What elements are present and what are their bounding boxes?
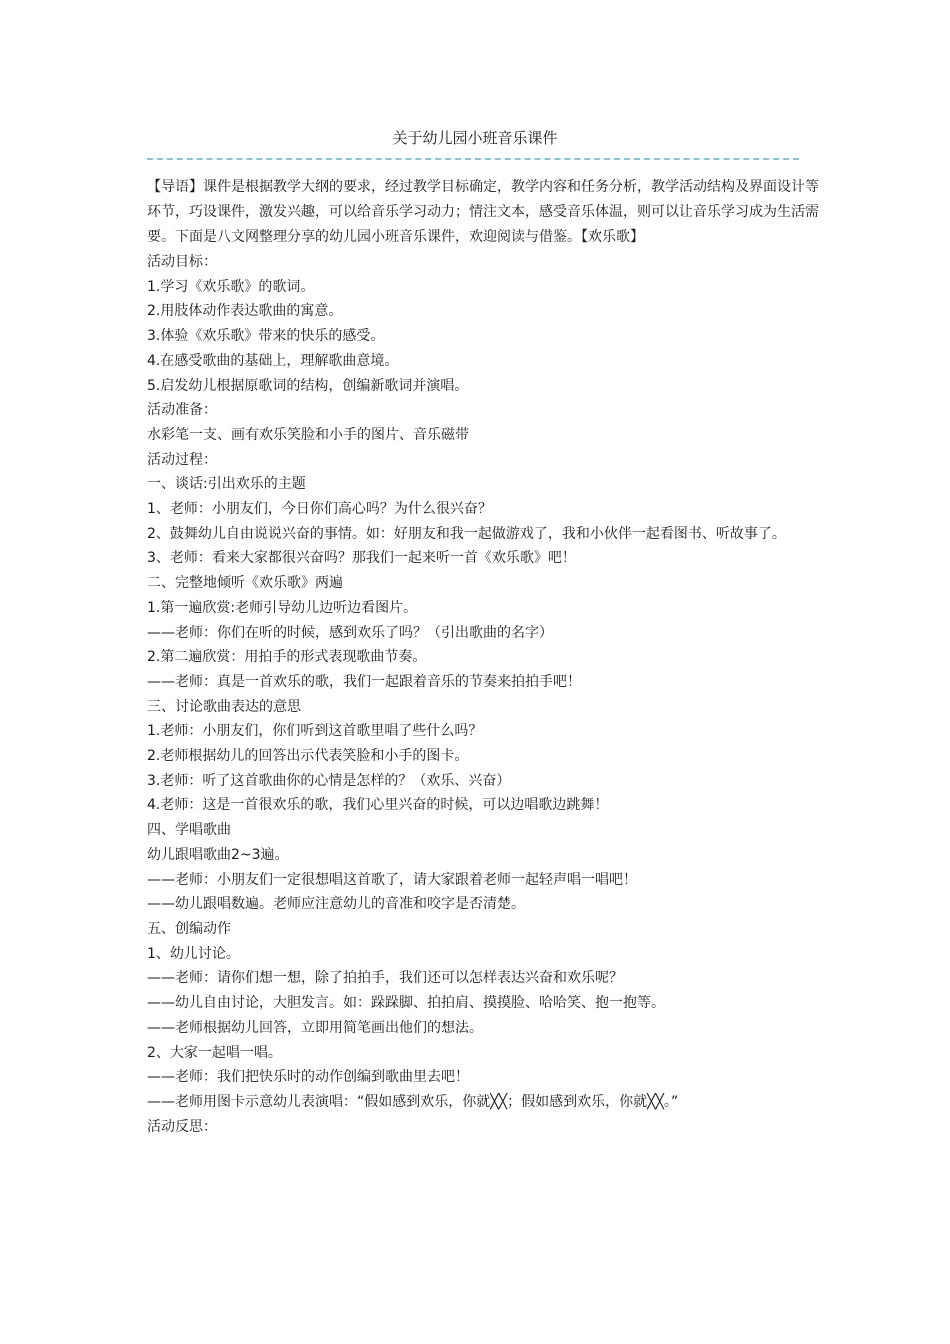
text-line: 1.学习《欢乐歌》的歌词。 xyxy=(147,278,315,295)
text-line: 活动过程： xyxy=(147,451,217,468)
text-line: 幼儿跟唱歌曲2~3遍。 xyxy=(147,846,289,863)
text-line: 5.启发幼儿根据原歌词的结构，创编新歌词并演唱。 xyxy=(147,377,469,394)
text-line: 1、幼儿讨论。 xyxy=(147,945,240,962)
text-line: 2、大家一起唱一唱。 xyxy=(147,1044,282,1061)
text-line: 4.在感受歌曲的基础上，理解歌曲意境。 xyxy=(147,352,399,369)
text-line: 2.老师根据幼儿的回答出示代表笑脸和小手的图卡。 xyxy=(147,748,469,765)
text-line: 二、完整地倾听《欢乐歌》两遍 xyxy=(147,575,343,592)
text-line: ——老师：小朋友们一定很想唱这首歌了，请大家跟着老师一起轻声唱一唱吧！ xyxy=(147,871,637,888)
text-line: 1、老师：小朋友们，今日你们高心吗？为什么很兴奋？ xyxy=(147,501,492,518)
text-line: ——老师用图卡示意幼儿表演唱：“假如感到欢乐，你就╳╳；假如感到欢乐，你就╳╳。” xyxy=(147,1093,679,1110)
intro-paragraph: 【导语】课件是根据教学大纲的要求，经过教学目标确定，教学内容和任务分析，教学活动结构及界面设计等环节，巧设课件，激发兴趣，可以给音乐学习动力；情注文本，感受音乐体温，则可以让音乐学习成为生活需要。下面是八文网整理分享的幼儿园小班音乐课件，欢迎阅读与借鉴。【欢乐歌】 xyxy=(147,179,819,245)
text-line: ——老师：你们在听的时候，感到欢乐了吗？（引出歌曲的名字） xyxy=(147,624,553,641)
text-line: 3、老师：看来大家都很兴奋吗？那我们一起来听一首《欢乐歌》吧！ xyxy=(147,550,576,567)
text-line: 水彩笔一支、画有欢乐笑脸和小手的图片、音乐磁带 xyxy=(147,426,469,443)
text-line: 五、创编动作 xyxy=(147,920,231,937)
text-line: ——老师根据幼儿回答，立即用简笔画出他们的想法。 xyxy=(147,1019,483,1036)
text-line: 2.第二遍欣赏：用拍手的形式表现歌曲节奏。 xyxy=(147,649,427,666)
text-line: ——老师：真是一首欢乐的歌，我们一起跟着音乐的节奏来拍拍手吧！ xyxy=(147,673,581,690)
text-line: 1.第一遍欣赏:老师引导幼儿边听边看图片。 xyxy=(147,599,418,616)
text-line: 3.老师：听了这首歌曲你的心情是怎样的？（欢乐、兴奋） xyxy=(147,772,511,789)
text-line: ——幼儿跟唱数遍。老师应注意幼儿的音准和咬字是否清楚。 xyxy=(147,896,525,913)
text-line: ——幼儿自由讨论，大胆发言。如：跺跺脚、拍拍肩、摸摸脸、哈哈笑、抱一抱等。 xyxy=(147,995,665,1012)
text-line: 活动准备： xyxy=(147,402,217,419)
text-line: ——老师：请你们想一想，除了拍拍手，我们还可以怎样表达兴奋和欢乐呢？ xyxy=(147,970,623,987)
page-title: 关于幼儿园小班音乐课件 xyxy=(392,129,558,147)
text-line: 2、鼓舞幼儿自由说说兴奋的事情。如：好朋友和我一起做游戏了，我和小伙伴一起看图书、听故事了。 xyxy=(147,525,786,542)
text-line: ——老师：我们把快乐时的动作创编到歌曲里去吧！ xyxy=(147,1069,469,1086)
text-line: 三、讨论歌曲表达的意思 xyxy=(147,698,301,715)
title-divider xyxy=(147,158,799,160)
document-body xyxy=(147,175,819,1139)
text-line: 2.用肢体动作表达歌曲的寓意。 xyxy=(147,303,343,320)
text-line: 3.体验《欢乐歌》带来的快乐的感受。 xyxy=(147,328,385,345)
text-line: 活动反思： xyxy=(147,1118,217,1135)
text-line: 活动目标： xyxy=(147,254,217,270)
text-line: 一、谈话:引出欢乐的主题 xyxy=(147,476,306,493)
text-line: 1.老师：小朋友们，你们听到这首歌里唱了些什么吗？ xyxy=(147,723,483,740)
text-line: 4.老师：这是一首很欢乐的歌，我们心里兴奋的时候，可以边唱歌边跳舞！ xyxy=(147,797,609,814)
text-line: 四、学唱歌曲 xyxy=(147,822,231,839)
